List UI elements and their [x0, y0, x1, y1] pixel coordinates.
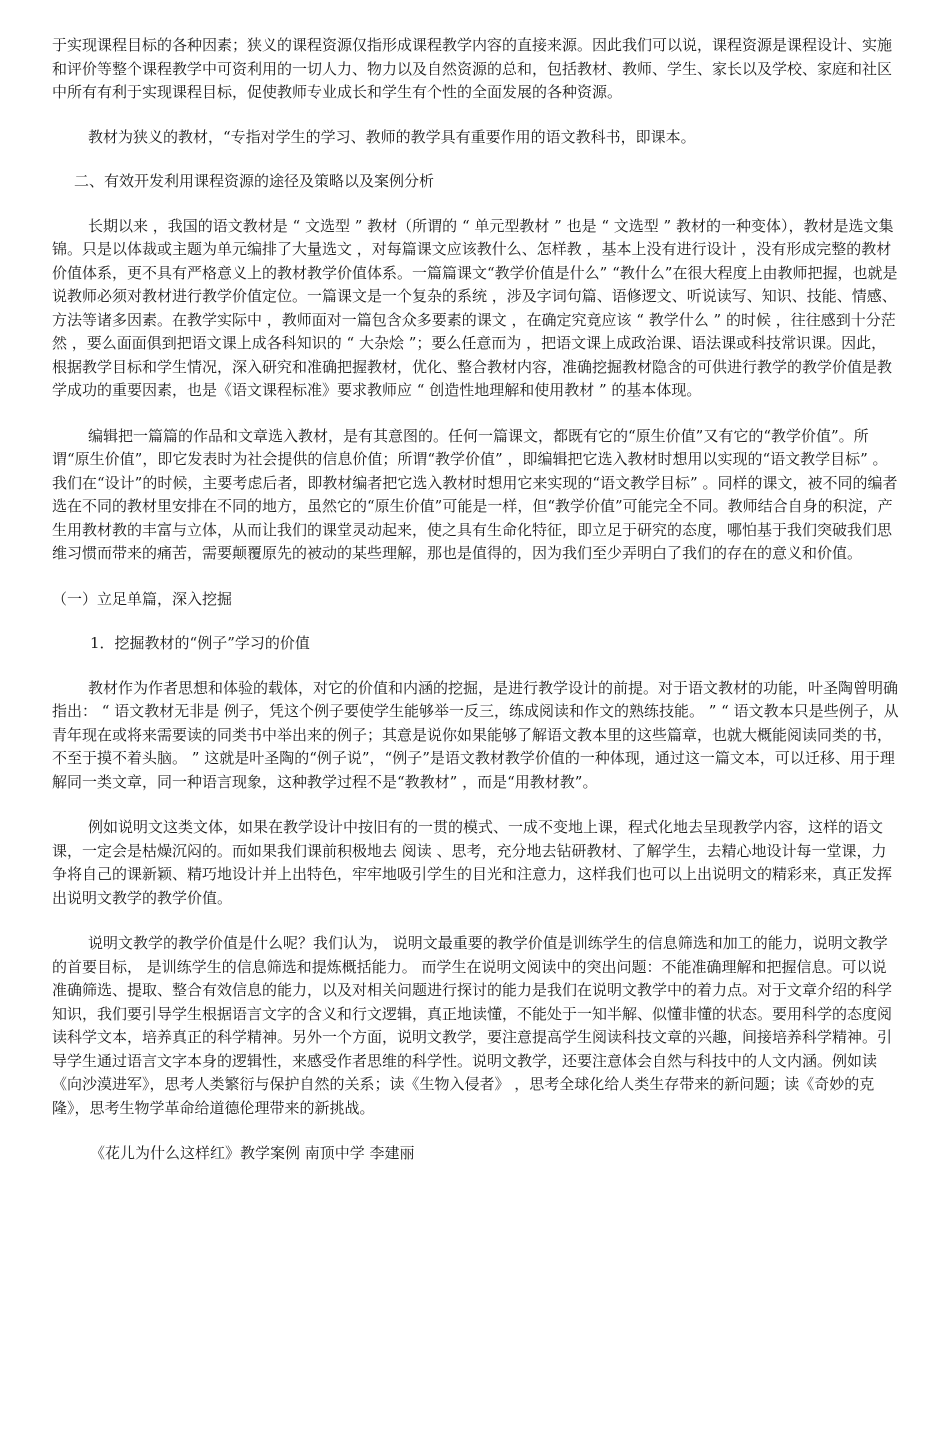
subsection-heading-1-1: 1．挖掘教材的“例子”学习的价值	[90, 634, 310, 652]
case-title: 《花儿为什么这样红》教学案例 南顶中学 李建丽	[90, 1144, 415, 1162]
paragraph-teaching-value: 长期以来 ，我国的语文教材是 “ 文选型 ” 教材（所谓的 “ 单元型教材 ” 也是 “ 文选型 ” 教材的一种变体），教材是选文集锦。只是以体裁或主题为单元编排了大量选文 ，对每篇课文应该教什么、怎样教 ，基本上没有进行设计 ，没有形成完整的教材价值体系，更不具有严格意义上的教材教学价值体系。一篇篇课文“教学价值是什么” “教什么”在很大程度上由教师把握，也就是说教师必须对教材进行教学价值定位。一篇课文是一个复杂的系统 ，涉及字词句篇、语修逻文、听说读写、知识、技能、情感、方法等诸多因素。在教学实际中 ，教师面对一篇包含众多要素的课文 ，在确定究竟应该 “ 教学什么 ” 的时候 ，往往感到十分茫然 ，要么面面俱到把语文课上成各科知识的 “ 大杂烩 ”；要么任意而为 ，把语文课上成政治课、语法课或科技常识课。因此，根据教学目标和学生情况，深入研究和准确把握教材，优化、整合教材内容，准确挖掘教材隐含的可供进行教学的教学价值是教学成功的重要因素，也是《语文课程标准》要求教师应 “ 创造性地理解和使用教材 ” 的基本体现。	[52, 216, 898, 399]
section-heading-2: 二、有效开发利用课程资源的途径及策略以及案例分析	[74, 172, 435, 190]
paragraph-expository-value: 说明文教学的教学价值是什么呢？我们认为， 说明文最重要的教学价值是训练学生的信息筛选和加工的能力，说明文教学的首要目标， 是训练学生的信息筛选和提炼概括能力。 而学生在说明文阅读中的突出问题：不能准确理解和把握信息。可以说准确筛选、提取、整合有效信息的能力，以及对相关问题进行探讨的能力是我们在说明文教学中的着力点。对于文章介绍的科学知识，我们要引导学生根据语言文字的含义和行文逻辑，真正地读懂，不能处于一知半解、似懂非懂的状态。要用科学的态度阅读科学文本，培养真正的科学精神。另外一个方面，说明文教学，要注意提高学生阅读科技文章的兴趣，间接培养科学精神。引导学生通过语言文字本身的逻辑性，来感受作者思维的科学性。说明文教学，还要注意体会自然与科技中的人文内涵。例如读《向沙漠进军》，思考人类繁衍与保护自然的关系；读《生物入侵者》 ，思考全球化给人类生存带来的新问题；读《奇妙的克隆》，思考生物学革命给道德伦理带来的新挑战。	[52, 934, 893, 1117]
paragraph-expository-example: 例如说明文这类文体，如果在教学设计中按旧有的一贯的模式、一成不变地上课，程式化地去呈现教学内容，这样的语文课，一定会是枯燥沉闷的。而如果我们课前积极地去 阅读 、思考，充分地去钻研教材、了解学生，去精心地设计每一堂课，力争将自己的课新颖、精巧地设计并上出特色，牢牢地吸引学生的目光和注意力，这样我们也可以上出说明文的精彩来，真正发挥出说明文教学的教学价值。	[52, 818, 893, 907]
paragraph-example-theory: 教材作为作者思想和体验的载体，对它的价值和内涵的挖掘，是进行教学设计的前提。对于语文教材的功能，叶圣陶曾明确指出： “ 语文教材无非是 例子，凭这个例子要使学生能够举一反三，练成阅读和作文的熟练技能。 ” “ 语文教本只是些例子，从青年现在或将来需要读的同类书中举出来的例子；其意是说你如果能够了解语文教本里的这些篇章，也就大概能阅读同类的书，不至于摸不着头脑。 ” 这就是叶圣陶的“例子说”，“例子”是语文教材教学价值的一种体现，通过这一篇文本，可以迁移、用于理解同一类文章，同一种语言现象，这种教学过程不是“教教材” ，而是“用教材教”。	[52, 678, 899, 791]
paragraph-original-value: 编辑把一篇篇的作品和文章选入教材，是有其意图的。任何一篇课文，都既有它的“原生价值”又有它的“教学价值”。所谓“原生价值”，即它发表时为社会提供的信息价值；所谓“教学价值” ，即编辑把它选入教材时想用以实现的“语文教学目标” 。我们在“设计”的时候，主要考虑后者，即教材编者把它选入教材时想用它来实现的“语文教学目标” 。同样的课文，被不同的编者选在不同的教材里安排在不同的地方，虽然它的“原生价值”可能是一样，但“教学价值”可能完全不同。教师结合自身的积淀，产生用教材教的丰富与立体，从而让我们的课堂灵动起来，使之具有生命化特征，即立足于研究的态度，哪怕基于我们突破我们思维习惯而带来的痛苦，需要颠覆原先的被动的某些理解，那也是值得的，因为我们至少弄明白了我们的存在的意义和价值。	[52, 426, 898, 562]
paragraph-resource-definition: 于实现课程目标的各种因素；狭义的课程资源仅指形成课程教学内容的直接来源。因此我们可以说，课程资源是课程设计、实施和评价等整个课程教学中可资利用的一切人力、物力以及自然资源的总和，包括教材、教师、学生、家长以及学校、家庭和社区中所有有利于实现课程目标，促使教师专业成长和学生有个性的全面发展的各种资源。	[52, 36, 893, 101]
subsection-heading-1: （一）立足单篇，深入挖掘	[52, 589, 233, 608]
paragraph-textbook-definition: 教材为狭义的教材，“专指对学生的学习、教师的教学具有重要作用的语文教科书，即课本。	[88, 127, 696, 146]
